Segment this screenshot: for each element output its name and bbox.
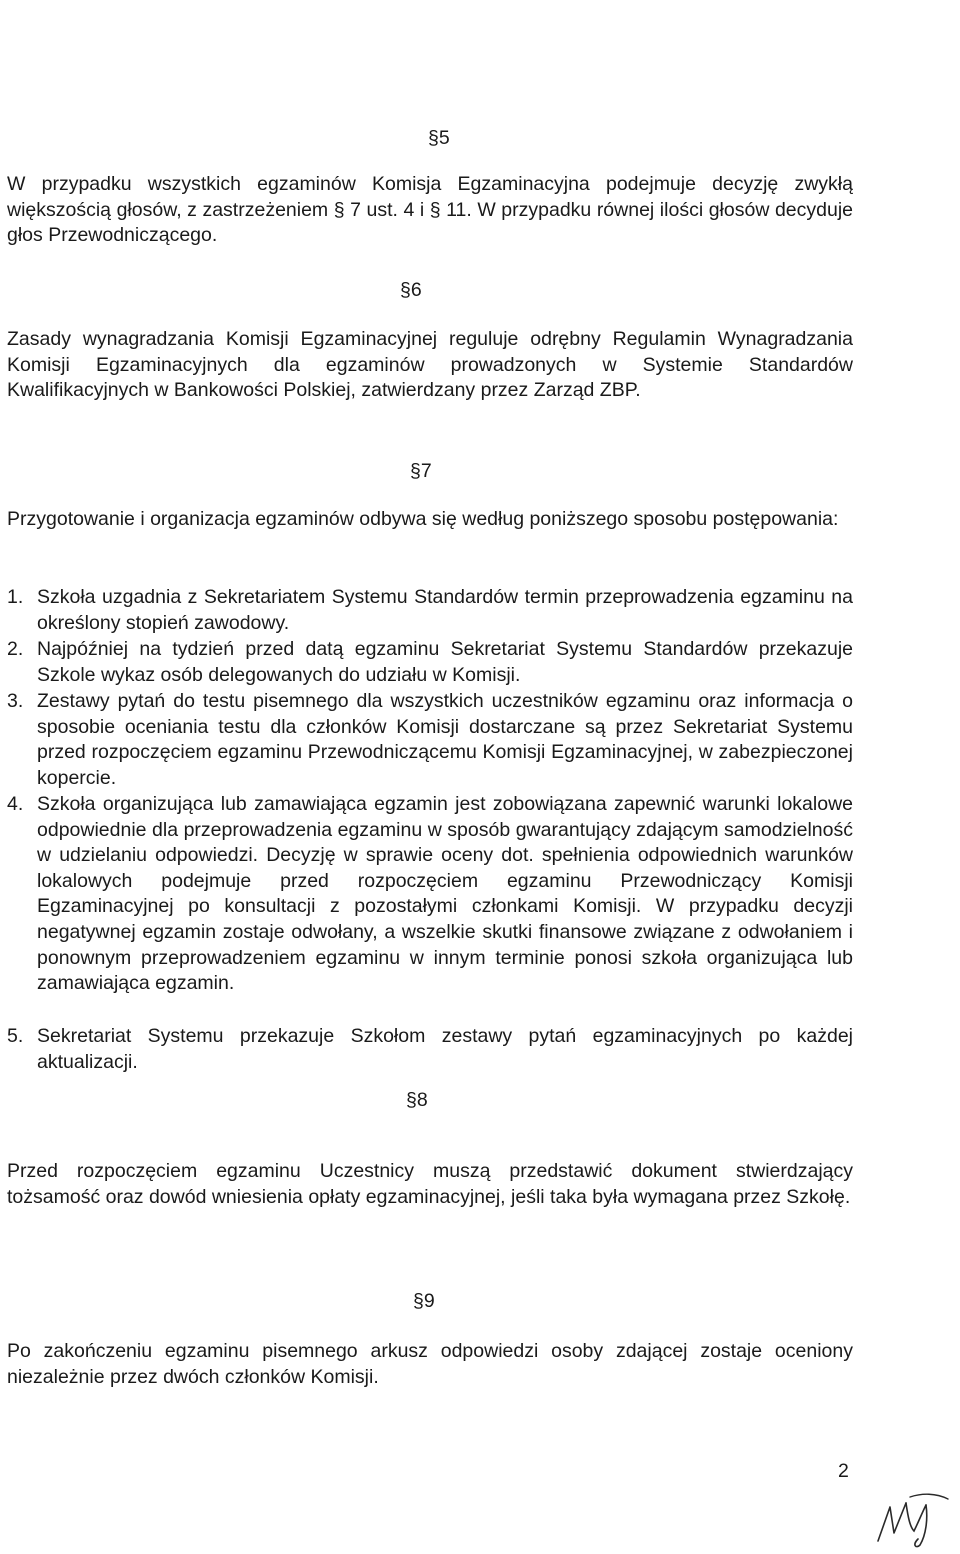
list-item-text: Szkoła uzgadnia z Sekretariatem Systemu Standardów termin przeprowadzenia egzaminu na określony stopień zawodowy. [37,586,853,634]
list-item-number: 1. [7,586,24,608]
section-7-list-item [7,637,853,688]
section-7-list-item [7,689,853,791]
section-5-heading: §5 [428,127,450,149]
section-8-paragraph: Przed rozpoczęciem egzaminu Uczestnicy muszą przedstawić dokument stwierdzający tożsamość oraz dowód wniesienia opłaty egzaminacyjnej, jeśli taka była wymagana przez Szkołę. [7,1160,853,1208]
signature-mark [872,1487,958,1551]
section-9-heading: §9 [413,1290,435,1312]
list-item-text: Szkoła organizująca lub zamawiająca egzamin jest zobowiązana zapewnić warunki lokalowe odpowiednie dla przeprowadzenia egzaminu w sposób gwarantujący zdającym samodzielność w udzielaniu odpowiedzi. Decyzję w sprawie oceny dot. spełnienia odpowiednich warunków lokalowych podejmuje przed rozpoczęciem egzaminu Przewodniczący Komisji Egzaminacyjnej po konsultacji z pozostałymi członkami Komisji. W przypadku decyzji negatywnej egzamin zostaje odwołany, a wszelkie skutki finansowe związane z odwołaniem i ponownym przeprowadzeniem egzaminu w innym terminie ponosi szkoła organizująca lub zamawiająca egzamin. [37,793,853,995]
section-5-paragraph: W przypadku wszystkich egzaminów Komisja Egzaminacyjna podejmuje decyzję zwykłą większością głosów, z zastrzeżeniem § 7 ust. 4 i § 11. W przypadku równej ilości głosów decyduje głos Przewodniczącego. [7,173,853,247]
list-item-number: 5. [7,1025,24,1047]
section-9-paragraph: Po zakończeniu egzaminu pisemnego arkusz odpowiedzi osoby zdającej zostaje oceniony niezależnie przez dwóch członków Komisji. [7,1340,853,1388]
section-6-paragraph: Zasady wynagradzania Komisji Egzaminacyjnej reguluje odrębny Regulamin Wynagradzania Komisji Egzaminacyjnych dla egzaminów prowadzonych w Systemie Standardów Kwalifikacyjnych w Bankowości Polskiej, zatwierdzany przez Zarząd ZBP. [7,328,853,402]
section-7-heading: §7 [410,460,432,482]
list-item-text: Najpóźniej na tydzień przed datą egzaminu Sekretariat Systemu Standardów przekazuje Szkole wykaz osób delegowanych do udziału w Komisji. [37,638,853,686]
list-item-text: Sekretariat Systemu przekazuje Szkołom zestawy pytań egzaminacyjnych po każdej aktualizacji. [37,1025,853,1073]
section-6-heading: §6 [400,279,422,301]
list-item-number: 3. [7,690,24,712]
section-7-intro-paragraph: Przygotowanie i organizacja egzaminów odbywa się według poniższego sposobu postępowania: [7,508,839,530]
section-7-list-item [7,792,853,997]
list-item-number: 4. [7,793,24,815]
section-7-list-item [7,585,853,636]
list-item-number: 2. [7,638,24,660]
page-number: 2 [838,1460,849,1482]
section-8-heading: §8 [406,1089,428,1111]
list-item-text: Zestawy pytań do testu pisemnego dla wszystkich uczestników egzaminu oraz informacja o sposobie oceniania testu dla członków Komisji dostarczane są przez Sekretariat Systemu przed rozpoczęciem egzaminu Przewodniczącemu Komisji Egzaminacyjnej, w zabezpieczonej kopercie. [37,690,853,789]
section-7-list-item [7,1024,853,1075]
